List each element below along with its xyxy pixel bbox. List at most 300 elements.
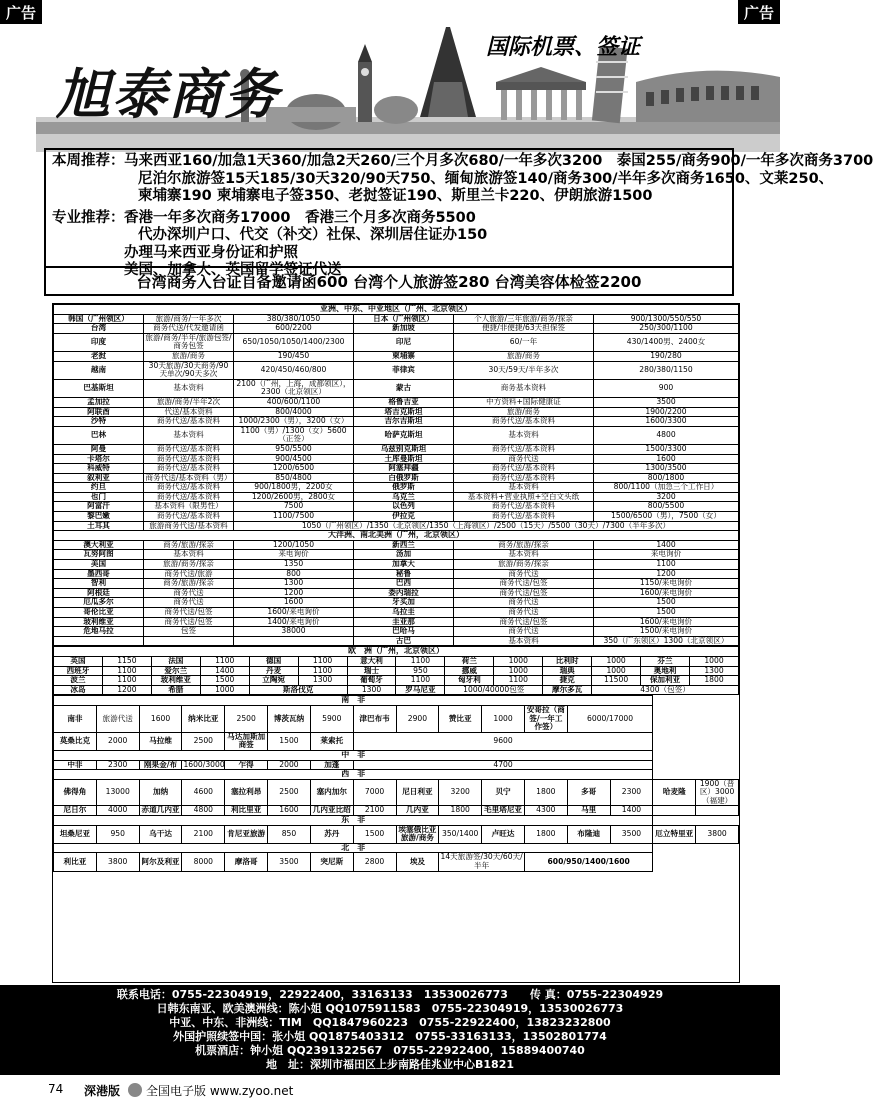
table-cell: 基本资料 — [144, 426, 234, 444]
pro-line-1: 香港一年多次商务17000 香港三个月多次商务5500 — [124, 209, 476, 226]
table-row — [54, 379, 739, 397]
table-cell: 1100 — [200, 656, 249, 666]
table-row — [54, 825, 739, 843]
table-cell: 商务代送/基本资料 — [454, 502, 594, 512]
table-cell: 商务代送/基本资料 — [144, 512, 234, 522]
table-cell: 1150/来电询价 — [594, 579, 739, 589]
country-name: 埃塞俄比亚旅游/商务 — [396, 825, 439, 843]
country-name: 以色列 — [354, 502, 454, 512]
table-cell: 商务代送/包签 — [144, 617, 234, 627]
table-row — [54, 560, 739, 570]
country-name: 巴基斯坦 — [54, 379, 144, 397]
contact-line: 机票酒店：钟小姐 QQ2391322567 0755-22922400，15889400740 — [195, 1044, 585, 1057]
table-cell: 4800 — [182, 806, 225, 816]
table-cell: 基本资料 — [144, 550, 234, 560]
contact-footer — [0, 985, 780, 1075]
table-cell: 2100 — [353, 806, 396, 816]
table-cell: 1100（男）/1300（女）5600（正签） — [234, 426, 354, 444]
africa-table — [53, 695, 739, 871]
table-cell: 1600/来电询价 — [234, 608, 354, 618]
table-cell: 南非 — [54, 705, 97, 732]
table-cell: 8000 — [182, 853, 225, 871]
country-name: 布隆迪 — [567, 825, 610, 843]
table-cell: 摩洛哥 — [225, 853, 268, 871]
ad-label-left: 广告 — [0, 0, 42, 24]
table-cell: 1150 — [102, 656, 151, 666]
country-name: 日本（广州领区） — [354, 314, 454, 324]
table-cell: 马拉维 — [139, 732, 182, 750]
country-name: 危地马拉 — [54, 627, 144, 637]
table-cell: 旅游/商务/半年2次 — [144, 397, 234, 407]
table-cell: 个人旅游/三年旅游/商务/探亲 — [454, 314, 594, 324]
europe-last-cell: 罗马尼亚 — [396, 685, 445, 695]
table-cell: 1500 — [594, 598, 739, 608]
table-row — [54, 760, 739, 770]
table-cell: 3500 — [268, 853, 311, 871]
table-cell: 安哥拉（商签/一年工作签） — [524, 705, 567, 732]
table-cell: 1800 — [689, 676, 738, 686]
country-name: 芬兰 — [641, 656, 690, 666]
table-cell: 阿尔及利亚 — [139, 853, 182, 871]
table-cell: 4000 — [96, 806, 139, 816]
page-footer — [0, 1080, 780, 1100]
table-cell: 商务代送 — [454, 454, 594, 464]
section-row — [54, 816, 739, 826]
europe-last-cell: 冰岛 — [54, 685, 103, 695]
table-cell: 来电询价 — [234, 550, 354, 560]
table-cell: 900/1800男，2200女 — [234, 483, 354, 493]
cuba-country: 古巴 — [354, 636, 454, 646]
table-cell: 1400 — [200, 666, 249, 676]
table-row — [54, 444, 739, 454]
table-cell: 1600/3300 — [594, 417, 739, 427]
table-cell: 850/4800 — [234, 473, 354, 483]
table-row — [54, 483, 739, 493]
table-cell: 1500 — [353, 825, 396, 843]
table-cell: 1200/2600男，2800女 — [234, 492, 354, 502]
europe-last-cell: 斯洛伐克 — [249, 685, 347, 695]
europe-last-cell: 摩尔多瓦 — [543, 685, 592, 695]
visa-price-table — [52, 303, 740, 983]
country-name: 秘鲁 — [354, 569, 454, 579]
table-cell: 3500 — [594, 397, 739, 407]
country-name: 乌兹别克斯坦 — [354, 444, 454, 454]
country-name: 塞内加尔 — [310, 779, 353, 806]
table-cell: 商务代送/基本资料 — [454, 417, 594, 427]
table-cell: 1200 — [594, 569, 739, 579]
table-cell: 900/1300/550/550 — [594, 314, 739, 324]
table-cell: 津巴布韦 — [353, 705, 396, 732]
table-cell: 9600 — [353, 732, 653, 750]
table-cell: 商务代送/基本资料 — [144, 444, 234, 454]
pro-label: 专业推荐： — [52, 209, 125, 226]
country-name: 菲律宾 — [354, 361, 454, 379]
table-cell: 1000 — [494, 666, 543, 676]
table-cell: 1200 — [234, 588, 354, 598]
country-name: 沙特 — [54, 417, 144, 427]
country-name: 阿曼 — [54, 444, 144, 454]
country-name: 瑞士 — [347, 666, 396, 676]
table-cell: 1800 — [439, 806, 482, 816]
table-cell: 商务代送/基本资料 — [144, 483, 234, 493]
header-banner — [36, 22, 780, 152]
country-name: 黎巴嫩 — [54, 512, 144, 522]
table-cell: 商务代送/包签 — [454, 617, 594, 627]
contact-line: 中亚、中东、非洲线：TIM QQ1847960223 0755-22922400，13823232800 — [169, 1016, 611, 1029]
country-name: 苏丹 — [310, 825, 353, 843]
country-name: 墨西哥 — [54, 569, 144, 579]
section-row — [54, 843, 739, 853]
table-cell: 420/450/460/800 — [234, 361, 354, 379]
promo-box — [44, 148, 873, 296]
country-name: 美国 — [54, 560, 144, 570]
table-cell: 7500 — [234, 502, 354, 512]
table-cell: 1900/2200 — [594, 407, 739, 417]
weekly-line-1: 马来西亚160/加急1天360/加急2天260/三个月多次680/一年多次3200 泰国255/商务900/一年多次商务3700 — [124, 153, 873, 169]
country-name: 阿塞拜疆 — [354, 464, 454, 474]
europe-last-cell: 1200 — [102, 685, 151, 695]
table-cell: 1000 — [592, 666, 641, 676]
table-row — [54, 361, 739, 379]
table-row — [54, 512, 739, 522]
table-cell: 1100 — [102, 676, 151, 686]
contact-line: 地 址：深圳市福田区上步南路佳兆业中心B1821 — [266, 1058, 514, 1071]
table-cell: 商务代送/包签 — [454, 579, 594, 589]
table-cell: 3800 — [696, 825, 739, 843]
country-name: 台湾 — [54, 324, 144, 334]
taiwan-banner: 台湾商务入台证自备邀请函600 台湾个人旅游签280 台湾美容体检签2200 — [46, 266, 732, 292]
table-cell: 商务代送/基本资料 — [144, 454, 234, 464]
table-cell: 商务代送/基本资料 — [454, 444, 594, 454]
table-cell: 38000 — [234, 627, 354, 637]
table-cell: 突尼斯 — [310, 853, 353, 871]
table-cell: 1800 — [524, 825, 567, 843]
table-cell: 1300 — [689, 666, 738, 676]
table-cell: 1500/6500（男），7500（女） — [594, 512, 739, 522]
table-cell: 赞比亚 — [439, 705, 482, 732]
country-name: 法国 — [151, 656, 200, 666]
turkey-type: 旅游商务代送/基本资料 — [144, 521, 234, 531]
country-name: 蒙古 — [354, 379, 454, 397]
section-east-africa: 东 非 — [54, 816, 653, 826]
contact-line: 外国护照续签中国：张小姐 QQ1875403312 0755-33163133，13502801774 — [173, 1030, 607, 1043]
table-cell: 商务代送/包签 — [144, 608, 234, 618]
table-cell: 1100 — [396, 676, 445, 686]
country-name: 爱尔兰 — [151, 666, 200, 676]
page-number: 74 — [48, 1082, 64, 1096]
table-cell: 商务代送/基本资料 — [454, 473, 594, 483]
country-name: 塞拉利昂 — [225, 779, 268, 806]
table-cell: 280/380/1150 — [594, 361, 739, 379]
table-row — [54, 324, 739, 334]
country-name: 哥伦比亚 — [54, 608, 144, 618]
table-cell: 商务/旅游/探亲 — [454, 540, 594, 550]
country-name: 哈麦隆 — [653, 779, 696, 806]
country-name: 委内瑞拉 — [354, 588, 454, 598]
table-cell: 商务代送/基本资料 — [144, 417, 234, 427]
country-name: 肯尼亚旅游 — [225, 825, 268, 843]
table-cell: 800/1100（加急三个工作日） — [594, 483, 739, 493]
table-cell: 600/2200 — [234, 324, 354, 334]
table-cell: 950/5500 — [234, 444, 354, 454]
country-name: 也门 — [54, 492, 144, 502]
table-cell: 1350 — [234, 560, 354, 570]
section-north-africa: 北 非 — [54, 843, 653, 853]
table-cell: 加蓬 — [310, 760, 353, 770]
contact-line: 联系电话：0755-22304919，22922400，33163133 13530026773 传 真：0755-22304929 — [116, 988, 664, 1001]
table-cell: 1600/3000 — [183, 759, 225, 769]
table-cell: 商务代送/基本资料 — [144, 464, 234, 474]
section-row — [54, 770, 739, 780]
table-row — [54, 351, 739, 361]
table-cell: 2000 — [96, 732, 139, 750]
country-name: 捷克 — [543, 676, 592, 686]
table-cell: 商务代送/基本资料 — [454, 512, 594, 522]
country-name: 英国 — [54, 656, 103, 666]
table-row — [54, 627, 739, 637]
country-name: 塔吉克斯坦 — [354, 407, 454, 417]
table-cell: 2800 — [353, 853, 396, 871]
table-cell: 1100 — [396, 656, 445, 666]
country-name: 乌干达 — [139, 825, 182, 843]
table-cell: 30天/59天/半年多次 — [454, 361, 594, 379]
country-name: 阿联酋 — [54, 407, 144, 417]
europe-last-cell: 1000/40000包签 — [445, 685, 543, 695]
country-name: 汤加 — [354, 550, 454, 560]
country-name: 瓦努阿图 — [54, 550, 144, 560]
table-cell: 1300/3500 — [594, 464, 739, 474]
table-row — [54, 732, 739, 750]
country-name: 卢旺达 — [482, 825, 525, 843]
country-name: 奥地利 — [641, 666, 690, 676]
country-name: 毛里塔尼亚 — [482, 806, 525, 816]
country-name: 新加坡 — [354, 324, 454, 334]
table-cell: 1000/2300（男），3200（女） — [234, 417, 354, 427]
country-name: 白俄罗斯 — [354, 473, 454, 483]
turkey-price: 1050（广州领区）/1350（北京领区/1350（上海领区）/2500（15天）/5500（30天）/7300（半年多次） — [234, 521, 739, 531]
table-cell: 乍得 — [225, 760, 268, 770]
table-cell: 基本资料 — [454, 550, 594, 560]
table-cell: 3500 — [610, 825, 653, 843]
country-name: 荷兰 — [445, 656, 494, 666]
table-cell: 380/380/1050 — [234, 314, 354, 324]
table-cell: 刚果金/布 — [139, 760, 182, 770]
table-cell: 2100（广州，上海，成都领区），2300（北京领区） — [234, 379, 354, 397]
table-cell: 旅游/商务/一年多次 — [144, 314, 234, 324]
table-cell: 1000 — [494, 656, 543, 666]
table-row — [54, 806, 739, 816]
country-name: 印度 — [54, 333, 144, 351]
table-cell: 旅游代送 — [96, 705, 139, 732]
table-cell: 1300 — [234, 579, 354, 589]
table-cell: 1600 — [594, 454, 739, 464]
table-cell: 商务代送 — [144, 588, 234, 598]
table-cell — [696, 806, 739, 816]
table-cell: 商务代送/基本资料（男） — [145, 472, 232, 482]
country-name: 加纳 — [139, 779, 182, 806]
weekly-label: 本周推荐： — [52, 153, 125, 169]
table-row — [54, 656, 739, 666]
table-cell: 埃及 — [396, 853, 439, 871]
country-name: 新西兰 — [354, 540, 454, 550]
country-name: 卡塔尔 — [54, 454, 144, 464]
country-name: 叙利亚 — [54, 473, 144, 483]
table-cell: 1100 — [298, 656, 347, 666]
table-row — [54, 397, 739, 407]
section-row — [54, 750, 739, 760]
table-cell: 950 — [96, 825, 139, 843]
table-cell: 650/1050/1050/1400/2300 — [234, 333, 354, 351]
country-name: 意大利 — [347, 656, 396, 666]
country-name: 立陶宛 — [249, 676, 298, 686]
table-cell: 1100 — [494, 676, 543, 686]
weekly-line-3: 柬埔寨190 柬埔寨电子签350、老挝签证190、斯里兰卡220、伊朗旅游1500 — [138, 188, 653, 204]
europe-last-cell: 希腊 — [151, 685, 200, 695]
site-logo-icon — [128, 1083, 142, 1097]
country-name: 几内亚比绍 — [310, 806, 353, 816]
country-name: 土库曼斯坦 — [354, 454, 454, 464]
country-name: 贝宁 — [482, 779, 525, 806]
europe-table — [53, 646, 739, 695]
table-cell: 马达加斯加商签 — [225, 732, 268, 750]
table-row — [54, 608, 739, 618]
table-cell: 商务代送/基本资料 — [144, 492, 234, 502]
country-name: 智利 — [54, 579, 144, 589]
table-cell: 2100 — [182, 825, 225, 843]
table-cell: 基本资料 — [144, 379, 234, 397]
country-name: 哈萨克斯坦 — [354, 426, 454, 444]
table-cell: 1600/来电询价 — [594, 588, 739, 598]
table-cell: 1000 — [482, 705, 525, 732]
table-cell: 利比亚 — [54, 853, 97, 871]
table-cell: 190/450 — [234, 351, 354, 361]
country-name: 尼日尔 — [54, 806, 97, 816]
table-cell: 1300 — [298, 676, 347, 686]
table-cell: 5900 — [310, 705, 353, 732]
turkey-country: 土耳其 — [54, 521, 144, 531]
table-cell: 250/300/1100 — [594, 324, 739, 334]
table-cell: 1900（普区）3000（福建） — [696, 779, 739, 806]
table-cell: 包签 — [144, 627, 234, 637]
cuba-type: 基本资料 — [454, 636, 594, 646]
table-cell: 1800 — [524, 779, 567, 806]
table-cell: 旅游/商务/探亲 — [144, 560, 234, 570]
table-cell: 博茨瓦纳 — [268, 705, 311, 732]
table-cell: 190/280 — [594, 351, 739, 361]
table-cell: 基本资料 — [454, 426, 594, 444]
ad-label-right: 广告 — [738, 0, 780, 24]
country-name: 巴西 — [354, 579, 454, 589]
table-row — [54, 579, 739, 589]
table-cell: 1600 — [234, 598, 354, 608]
country-name: 牙买加 — [354, 598, 454, 608]
table-cell: 2300 — [96, 760, 139, 770]
country-name: 吉尔吉斯坦 — [354, 417, 454, 427]
section-row — [54, 696, 739, 706]
country-name: 匈牙利 — [445, 676, 494, 686]
table-cell: 4800 — [594, 426, 739, 444]
europe-last-cell: 1300 — [347, 685, 396, 695]
table-cell: 60/一年 — [454, 333, 594, 351]
table-row — [54, 333, 739, 351]
table-cell: 1200/6500 — [234, 464, 354, 474]
table-row — [54, 779, 739, 806]
table-cell: 2000 — [268, 760, 311, 770]
country-name: 马里 — [567, 806, 610, 816]
country-name: 波兰 — [54, 676, 103, 686]
pro-line-4: 美国、加拿大、英国留学签证代送 — [124, 262, 342, 278]
country-name: 坦桑尼亚 — [54, 825, 97, 843]
table-cell: 中非 — [54, 760, 97, 770]
country-name: 利比里亚 — [225, 806, 268, 816]
table-cell: 莫桑比克 — [54, 732, 97, 750]
table-cell: 商务代送/代发邀请函 — [144, 324, 234, 334]
country-name: 老挝 — [54, 351, 144, 361]
country-name: 乌拉圭 — [354, 608, 454, 618]
country-name: 柬埔寨 — [354, 351, 454, 361]
table-cell: 旅游/商务 — [144, 351, 234, 361]
country-name: 韩国（广州领区） — [54, 314, 144, 324]
country-name: 孟加拉 — [54, 397, 144, 407]
table-cell: 1500/来电询价 — [594, 627, 739, 637]
table-cell: 1000 — [592, 656, 641, 666]
table-cell: 14天旅游签/30天/60天/半年 — [440, 852, 523, 871]
country-name: 格鲁吉亚 — [354, 397, 454, 407]
table-row — [54, 666, 739, 676]
table-cell: 3800 — [96, 853, 139, 871]
country-name — [653, 806, 696, 816]
country-name: 澳大利亚 — [54, 540, 144, 550]
section-europe: 欧 洲（广州，北京领区） — [54, 647, 739, 657]
country-name: 几内亚 — [396, 806, 439, 816]
country-name: 保加利亚 — [641, 676, 690, 686]
table-cell: 800/1800 — [594, 473, 739, 483]
slogan: 国际机票、签证 — [486, 34, 641, 60]
country-name: 尼日利亚 — [396, 779, 439, 806]
table-cell: 1600 — [139, 705, 182, 732]
table-cell: 商务代送 — [144, 598, 234, 608]
edition-label: 深港版 — [84, 1084, 121, 1098]
table-cell: 30天旅游/30天商务/90天单次/90天多次 — [144, 361, 234, 379]
country-name: 科威特 — [54, 464, 144, 474]
table-cell: 来电询价 — [594, 550, 739, 560]
table-cell: 商务代送/基本资料 — [454, 464, 594, 474]
table-cell: 400/600/1100 — [234, 397, 354, 407]
table-cell: 1100 — [298, 666, 347, 676]
table-row — [54, 853, 739, 871]
table-cell: 基本资料+营业执照+空白文头纸 — [454, 492, 594, 502]
country-name: 厄立特里亚 — [653, 825, 696, 843]
table-cell: 1500/3300 — [594, 444, 739, 454]
table-cell: 1500 — [594, 608, 739, 618]
table-cell: 7000 — [353, 779, 396, 806]
country-name: 厄瓜多尔 — [54, 598, 144, 608]
table-cell: 13000 — [96, 779, 139, 806]
country-name: 乌克兰 — [354, 492, 454, 502]
country-name: 圭亚那 — [354, 617, 454, 627]
country-name: 俄罗斯 — [354, 483, 454, 493]
country-name: 加拿大 — [354, 560, 454, 570]
country-name: 瑞典 — [543, 666, 592, 676]
pro-line-2: 代办深圳户口、代交（补交）社保、深圳居住证办150 — [138, 227, 488, 243]
europe-last-cell: 1000 — [200, 685, 249, 695]
section-central-africa: 中 非 — [54, 750, 653, 760]
country-name: 比利时 — [543, 656, 592, 666]
table-cell: 商务/旅游/探亲 — [144, 579, 234, 589]
table-cell: 1600 — [268, 806, 311, 816]
table-cell: 商务代送 — [454, 569, 594, 579]
site-url: 全国电子版 www.zyoo.net — [146, 1084, 294, 1098]
